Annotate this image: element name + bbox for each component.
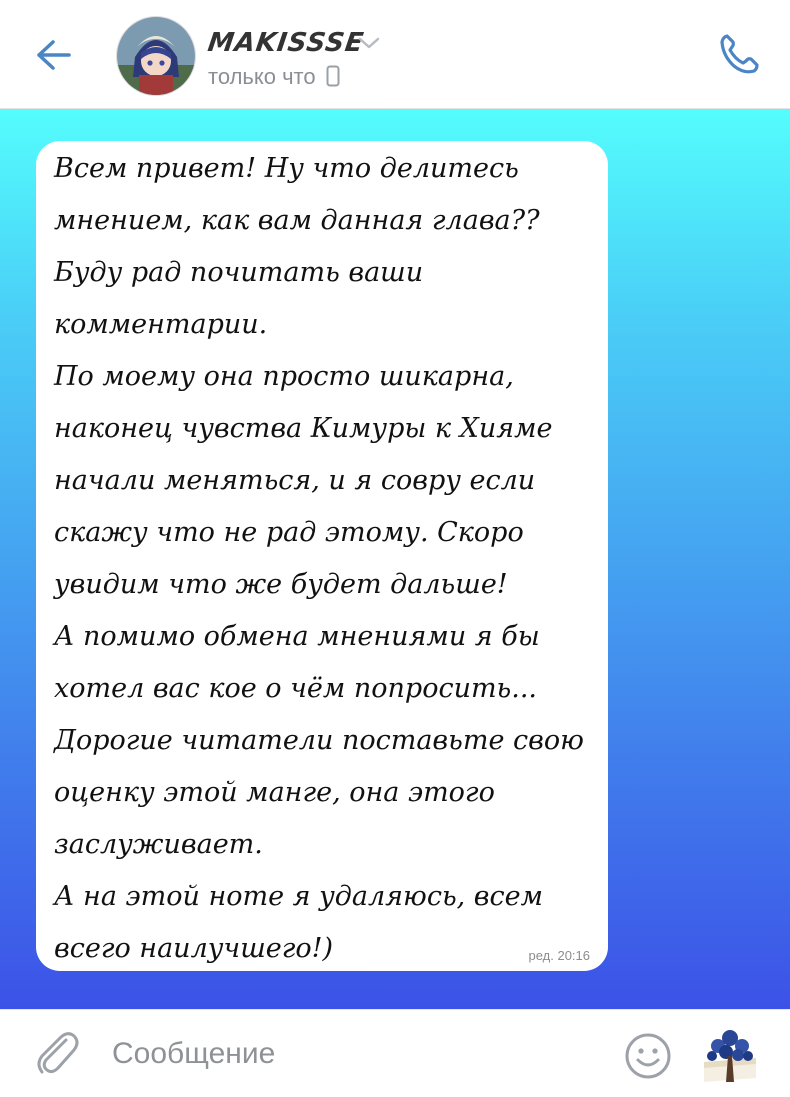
- attach-button[interactable]: [30, 1026, 82, 1078]
- message-time: ред. 20:16: [528, 948, 590, 963]
- message-line: А помимо обмена мнениями я бы: [54, 621, 540, 652]
- paperclip-icon: [30, 1026, 82, 1078]
- message-line: оценку этой манге, она этого: [54, 777, 495, 808]
- sticker-icon: [698, 1022, 762, 1086]
- arrow-left-icon: [33, 38, 73, 72]
- composer-bar: [0, 1009, 790, 1097]
- smiley-icon: [622, 1030, 674, 1082]
- message-line: увидим что же будет дальше!: [54, 569, 508, 600]
- message-input[interactable]: [110, 1028, 594, 1080]
- avatar[interactable]: [116, 16, 196, 96]
- chat-area: [0, 109, 790, 1009]
- message-line: начали меняться, и я совру если: [54, 465, 536, 496]
- message-line: комментарии.: [54, 309, 268, 340]
- message-line: Буду рад почитать ваши: [54, 257, 424, 288]
- contact-menu-toggle[interactable]: [356, 34, 382, 52]
- mobile-phone-icon: [326, 65, 340, 87]
- message-line: всего наилучшего!): [54, 933, 334, 964]
- phone-icon: [714, 28, 764, 78]
- message-bubble[interactable]: [36, 141, 608, 971]
- back-button[interactable]: [28, 30, 78, 80]
- chat-header: [0, 0, 790, 109]
- contact-name[interactable]: MAKISSSE: [205, 28, 367, 58]
- message-line: заслуживает.: [54, 829, 263, 860]
- message-line: По моему она просто шикарна,: [54, 361, 514, 392]
- message-line: А на этой ноте я удаляюсь, всем: [54, 881, 544, 912]
- message-line: наконец чувства Кимуры к Хияме: [54, 413, 553, 444]
- message-line: мнением, как вам данная глава??: [54, 205, 540, 236]
- call-button[interactable]: [714, 28, 764, 78]
- message-line: скажу что не рад этому. Скоро: [54, 517, 524, 548]
- message-line: Дорогие читатели поставьте свою: [54, 725, 584, 756]
- contact-status: [208, 64, 340, 90]
- chevron-down-icon: [356, 34, 382, 52]
- emoji-button[interactable]: [622, 1030, 674, 1082]
- sticker-button[interactable]: [698, 1022, 762, 1086]
- status-label: только что: [208, 64, 316, 89]
- message-line: хотел вас кое о чём попросить...: [54, 673, 538, 704]
- message-line: Всем привет! Ну что делитесь: [54, 153, 519, 184]
